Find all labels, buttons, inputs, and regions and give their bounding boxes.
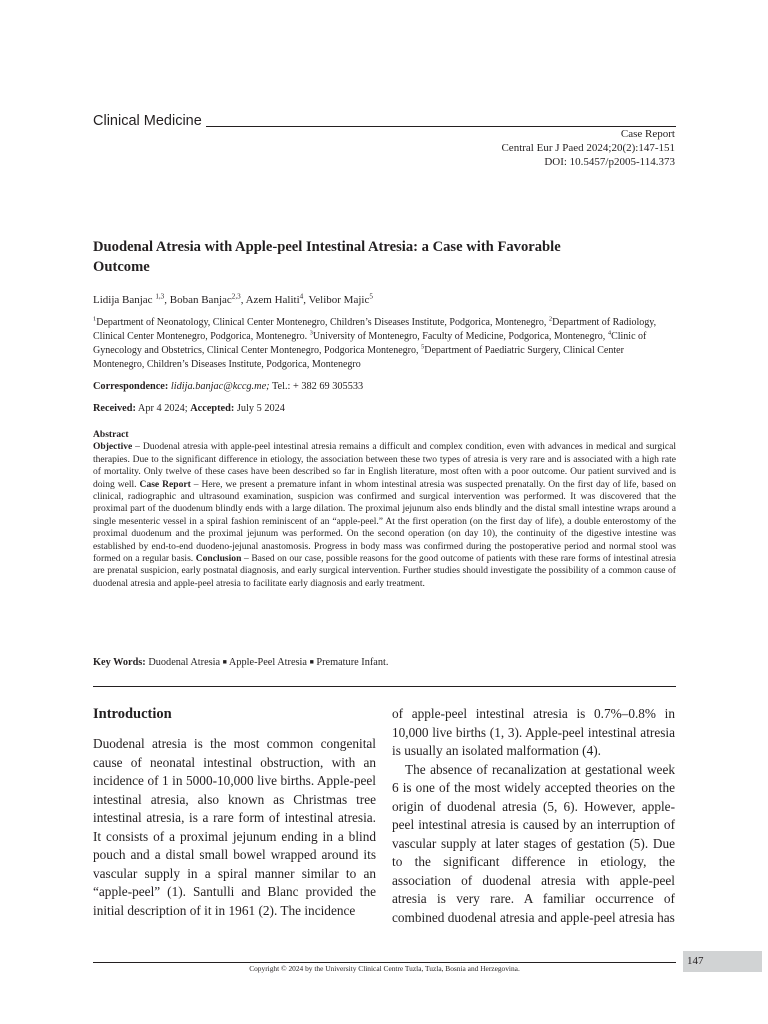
body-paragraph: Duodenal atresia is the most common congenital cause of neonatal intestinal obstruction, with an incidence of 1 in 5000-10,000 live births. Apple-peel intestinal atresia, also known as Christmas tree intestinal atresia, is a rare form of intestinal atresia. It consists of a proximal jejunum ending in a blind pouch and a distal small bowel wrapped around its vascular supply in a spiral manner similar to an “apple-peel” (1). Santulli and Blanc provided the initial description of it in 1961 (2). The incidence (93, 736, 376, 918)
author-name: , Azem Haliti (240, 294, 300, 306)
body-column-right (392, 705, 675, 927)
copyright-notice: Copyright © 2024 by the University Clinical Centre Tuzla, Tuzla, Bosnia and Herzegovina. (249, 964, 520, 973)
affiliations: $^1$Department of Neonatology, Clinical Center Montenegro, Children’s Diseases Institute, Podgorica, Montenegro, $^2$Department of Radiology, Clinical Center Montenegro, Podgorica, Montenegro. $^3$University of Montenegro, Faculty of Medicine, Podgorica, Montenegro, $^4$Clinic of Gynecology and Obstetrics, Clinical Center Montenegro, Podgorica Montenegro, $^5$Department of Paediatric Surgery, Clinical Center Montenegro, Children’s Diseases Institute, Podgorica, Montenegro (93, 315, 657, 370)
abstract (93, 429, 676, 590)
keyword: Duodenal Atresia (148, 657, 221, 668)
footer-rule (93, 962, 676, 963)
author-name: , Boban Banjac (164, 294, 232, 306)
keyword-separator: ■ (309, 658, 314, 666)
section-label: Clinical Medicine (93, 113, 202, 129)
author-name: Lidija Banjac (93, 294, 156, 306)
keywords: Key Words: Duodenal Atresia ■ Apple-Peel Atresia ■ Premature Infant. (93, 657, 389, 668)
keyword: Premature Infant. (316, 657, 389, 668)
correspondence-email[interactable]: lidija.banjac@kccg.me; (170, 381, 270, 392)
body-paragraph: of apple-peel intestinal atresia is 0.7%–0.8% in 10,000 live births (1, 3). Apple-peel intestinal atresia is usually an isolated malformation (4). (392, 706, 675, 758)
abstract-body: Objective – Duodenal atresia with apple-peel intestinal atresia remains a difficult and complex condition, even with advances in medical and surgical therapies. Due to the significant difference in etiology, the association between these two types of atresia is very rare and is associated with a high rate of mortality. Only twelve of these cases have been described so far in English literature, most often with a poor outcome. Our patient survived and is doing well. Case Report – Here, we present a premature infant in whom intestinal atresia was suspected prenatally. On the first day of life, based on clinical, radiographic and ultrasound examination, suspicion was confirmed and surgical intervention was performed. It was discovered that the proximal part of the duodenum blindly ends with a large dilation. The proximal jejunum also ends blindly and the distal small intestine wraps around a single mesenteric vessel in a spiral fashion reminiscent of an “apple-peel.” At the first operation (on the first day of life), a double enterostomy of the proximal duodenum and the proximal jejunum was performed. On the second operation (on day 10), the continuity of the digestive intestine was established by end-to-end duodeno-jejunal anastomosis. Progress in body mass was confirmed during the postoperative period and normal stool was formed on a regular basis. Conclusion – Based on our case, possible reasons for the good outcome of patients with these rare forms of intestinal atresia are prenatal suspicion, early postnatal diagnosis, and early surgical intervention. Further studies should investigate the possibility of a common cause of duodenal atresia and apple-peel atresia to facilitate early diagnosis and early treatment. (93, 441, 677, 589)
author-name: , Velibor Majic (303, 294, 370, 306)
abstract-heading: Abstract (93, 429, 129, 440)
section-divider (93, 686, 676, 687)
journal-citation: Central Eur J Paed 2024;20(2):147-151 (501, 142, 675, 154)
article-type: Case Report (620, 128, 675, 140)
article-title: Duodenal Atresia with Apple-peel Intestinal Atresia: a Case with Favorable Outcome (93, 239, 561, 275)
correspondence: Correspondence: lidija.banjac@kccg.me; Tel.: + 382 69 305533 (93, 381, 364, 392)
publication-info (501, 127, 675, 169)
introduction-heading: Introduction (93, 706, 172, 722)
author-list: Lidija Banjac $^{1,3}$, Boban Banjac$^{2,3}$, Azem Haliti$^4$, Velibor Majic$^5$ (93, 292, 373, 306)
body-column-left (93, 704, 376, 920)
keyword-separator: ■ (222, 658, 227, 666)
body-paragraph: The absence of recanalization at gestational week 6 is one of the most widely accepted theories on the origin of duodenal atresia (5, 6). However, apple-peel intestinal atresia is caused by an interruption of vascular supply at later stages of gestation (5). Due to the significant difference in etiology, the association of duodenal atresia with apple-peel atresia is very rare. A familiar occurrence of combined duodenal atresia and apple-peel atresia has (392, 761, 675, 925)
dates: Received: Apr 4 2024; Accepted: July 5 2024 (93, 403, 285, 414)
page-number: 147 (683, 951, 762, 972)
doi[interactable]: DOI: 10.5457/p2005-114.373 (544, 156, 675, 168)
keyword: Apple-Peel Atresia (228, 657, 307, 668)
